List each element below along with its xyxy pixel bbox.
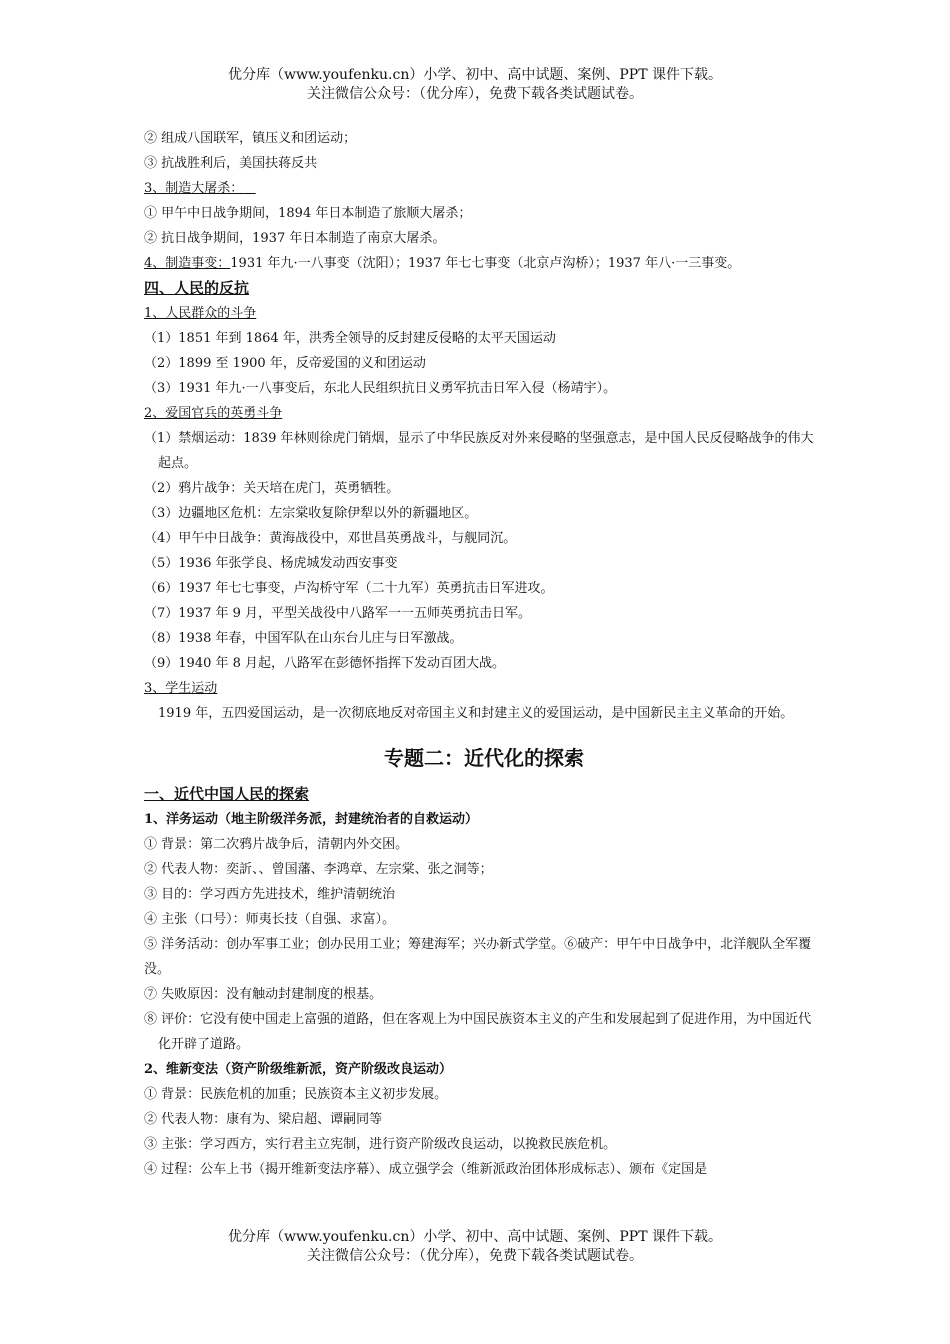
list-item: ① 背景：第二次鸦片战争后，清朝内外交困。 <box>144 837 409 852</box>
westernization-title: 1、洋务运动（地主阶级洋务派，封建统治者的自救运动） <box>144 812 479 827</box>
header-line-2: 关注微信公众号：（优分库），免费下载各类试题试卷。 <box>307 86 643 102</box>
list-item: （3）边疆地区危机：左宗棠收复除伊犁以外的新疆地区。 <box>144 506 478 521</box>
soldiers-title: 2、爱国官兵的英勇斗争 <box>144 406 283 421</box>
list-item: ④ 过程：公车上书（揭开维新变法序幕）、成立强学会（维新派政治团体形成标志）、颁布《定国是 <box>144 1162 708 1177</box>
reform-title: 2、维新变法（资产阶级维新派，资产阶级改良运动） <box>144 1062 453 1077</box>
chapter-title: 专题二：近代化的探索 <box>384 746 584 770</box>
list-item: （2）1899 至 1900 年，反帝爱国的义和团运动 <box>144 356 426 371</box>
list-item: （1）禁烟运动：1839 年林则徐虎门销烟，显示了中华民族反对外来侵略的坚强意志，是中国人民反侵略战争的伟大起点。 <box>144 431 814 471</box>
page-header <box>0 66 950 104</box>
list-item: ④ 主张（口号）：师夷长技（自强、求富）。 <box>144 912 396 927</box>
list-item: ③ 主张：学习西方，实行君主立宪制，进行资产阶级改良运动，以挽救民族危机。 <box>144 1137 617 1152</box>
list-item: ② 代表人物：康有为、梁启超、谭嗣同等 <box>144 1112 383 1127</box>
list-item: （8）1938 年春，中国军队在山东台儿庄与日军激战。 <box>144 631 463 646</box>
list-item: （1）1851 年到 1864 年，洪秀全领导的反封建反侵略的太平天国运动 <box>144 331 556 346</box>
list-item: （6）1937 年七七事变，卢沟桥守军（二十九军）英勇抗击日军进攻。 <box>144 581 554 596</box>
incidents-line <box>144 251 824 276</box>
students-text: 1919 年，五四爱国运动，是一次彻底地反对帝国主义和封建主义的爱国运动，是中国新民主主义革命的开始。 <box>158 706 794 721</box>
header-line-1: 优分库（www.youfenku.cn）小学、初中、高中试题、案例、PPT 课件下载。 <box>227 67 722 83</box>
list-item: ② 组成八国联军，镇压义和团运动； <box>144 131 357 146</box>
list-item: ② 抗日战争期间，1937 年日本制造了南京大屠杀。 <box>144 231 446 246</box>
list-item: ③ 抗战胜利后，美国扶蒋反共 <box>144 156 318 171</box>
list-item: ① 背景：民族危机的加重；民族资本主义初步发展。 <box>144 1087 448 1102</box>
list-item: ⑤ 洋务活动：创办军事工业；创办民用工业；筹建海军；兴办新式学堂。⑥破产：甲午中日战争中，北洋舰队全军覆没。 <box>144 937 812 977</box>
massacre-title: 3、制造大屠杀： <box>144 181 244 196</box>
students-title: 3、学生运动 <box>144 681 218 696</box>
list-item: ① 甲午中日战争期间，1894 年日本制造了旅顺大屠杀； <box>144 206 472 221</box>
list-item: （2）鸦片战争：关天培在虎门，英勇牺牲。 <box>144 481 400 496</box>
list-item: （4）甲午中日战争：黄海战役中，邓世昌英勇战斗，与舰同沉。 <box>144 531 517 546</box>
footer-line-1: 优分库（www.youfenku.cn）小学、初中、高中试题、案例、PPT 课件下载。 <box>227 1229 722 1245</box>
masses-title: 1、人民群众的斗争 <box>144 306 257 321</box>
list-item: ③ 目的：学习西方先进技术，维护清朝统治 <box>144 887 396 902</box>
list-item: ② 代表人物：奕訢、、曾国藩、李鸿章、左宗棠、张之洞等； <box>144 862 493 877</box>
list-item: （7）1937 年 9 月，平型关战役中八路军一一五师英勇抗击日军。 <box>144 606 532 621</box>
page-footer <box>0 1228 950 1266</box>
list-item: ⑧ 评价：它没有使中国走上富强的道路，但在客观上为中国民族资本主义的产生和发展起到了促进作用，为中国近代化开辟了道路。 <box>144 1012 812 1052</box>
list-item: ⑦ 失败原因：没有触动封建制度的根基。 <box>144 987 383 1002</box>
massacre-heading <box>144 176 824 201</box>
list-item: （9）1940 年 8 月起，八路军在彭德怀指挥下发动百团大战。 <box>144 656 506 671</box>
document-body <box>144 126 824 1182</box>
incidents-title: 4、制造事变： <box>144 256 231 271</box>
footer-line-2: 关注微信公众号：（优分库），免费下载各类试题试卷。 <box>307 1248 643 1264</box>
list-item: （5）1936 年张学良、杨虎城发动西安事变 <box>144 556 398 571</box>
section-title-resistance: 四、人民的反抗 <box>144 279 250 297</box>
list-item: （3）1931 年九·一八事变后，东北人民组织抗日义勇军抗击日军入侵（杨靖宇）。 <box>144 381 617 396</box>
section-title-exploration: 一、近代中国人民的探索 <box>144 785 310 803</box>
incidents-text: 1931 年九·一八事变（沈阳）；1937 年七七事变（北京卢沟桥）；1937 年八·一三事变。 <box>230 256 741 271</box>
